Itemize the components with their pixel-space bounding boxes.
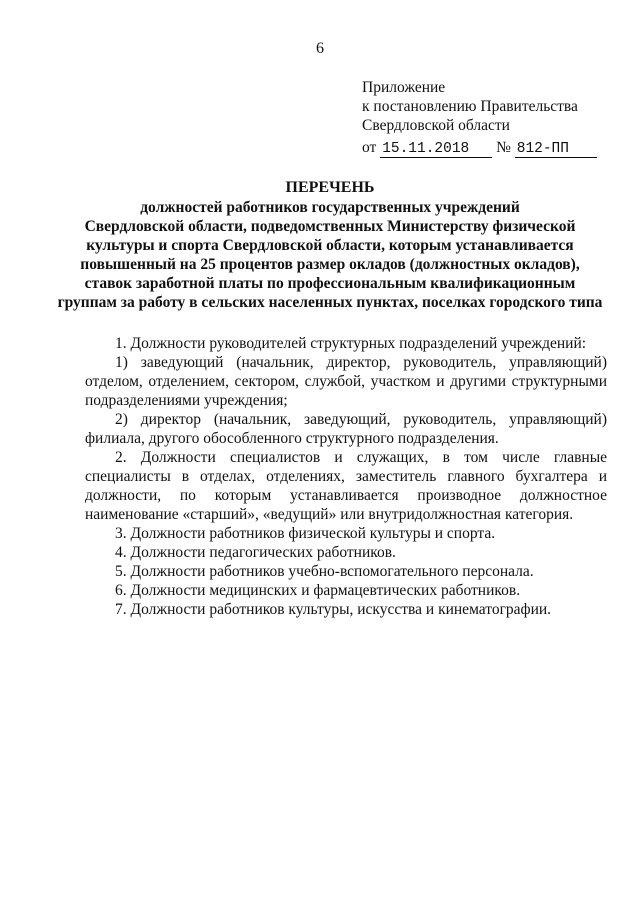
appendix-block (362, 78, 597, 158)
appendix-region-line: Свердловской области (362, 117, 510, 134)
heading-line: культуры и спорта Свердловской области, которым устанавливается (86, 237, 574, 254)
appendix-decree-line: к постановлению Правительства (362, 98, 578, 115)
decree-number: 812-ПП (515, 141, 597, 158)
list-item: 7. Должности работников культуры, искусства и кинематографии. (115, 601, 552, 618)
heading-line: ставок заработной платы по профессиональным квалификационным (84, 275, 576, 292)
list-item: 2. Должности специалистов и служащих, в том числе главные специалисты в отделах, отделениях, заместитель главного бухгалтера и должности, по которым устанавливается производное должностное наименование «старший», «ведущий» или внутридолжностная категория. (85, 449, 607, 523)
page-number: 6 (316, 40, 324, 57)
heading-line: группам за работу в сельских населенных пунктах, поселках городского типа (57, 294, 603, 311)
appendix-date-number-line (362, 138, 597, 158)
list-item: 1. Должности руководителей структурных подразделений учреждений: (115, 335, 587, 352)
heading-line: должностей работников государственных учреждений (140, 199, 520, 216)
heading-line: Свердловской области, подведомственных Министерству физической (84, 218, 576, 235)
list-item: 4. Должности педагогических работников. (115, 544, 396, 561)
document-heading (40, 178, 620, 312)
appendix-title: Приложение (362, 79, 446, 96)
heading-line: повышенный на 25 процентов размер окладов (должностных окладов), (80, 256, 580, 273)
decree-date: 15.11.2018 (380, 141, 492, 158)
document-body (85, 334, 607, 619)
list-item: 3. Должности работников физической культуры и спорта. (115, 525, 496, 542)
list-subitem: 1) заведующий (начальник, директор, руководитель, управляющий) отделом, отделением, сектором, службой, участком и другими структурными подразделениями учреждения; (85, 354, 607, 409)
heading-title: ПЕРЕЧЕНЬ (285, 179, 375, 196)
date-prefix: от (362, 139, 377, 156)
list-item: 6. Должности медицинских и фармацевтических работников. (115, 582, 521, 599)
list-subitem: 2) директор (начальник, заведующий, руководитель, управляющий) филиала, другого обособленного структурного подразделения. (85, 411, 607, 447)
number-prefix: № (496, 139, 511, 156)
list-item: 5. Должности работников учебно-вспомогательного персонала. (115, 563, 534, 580)
